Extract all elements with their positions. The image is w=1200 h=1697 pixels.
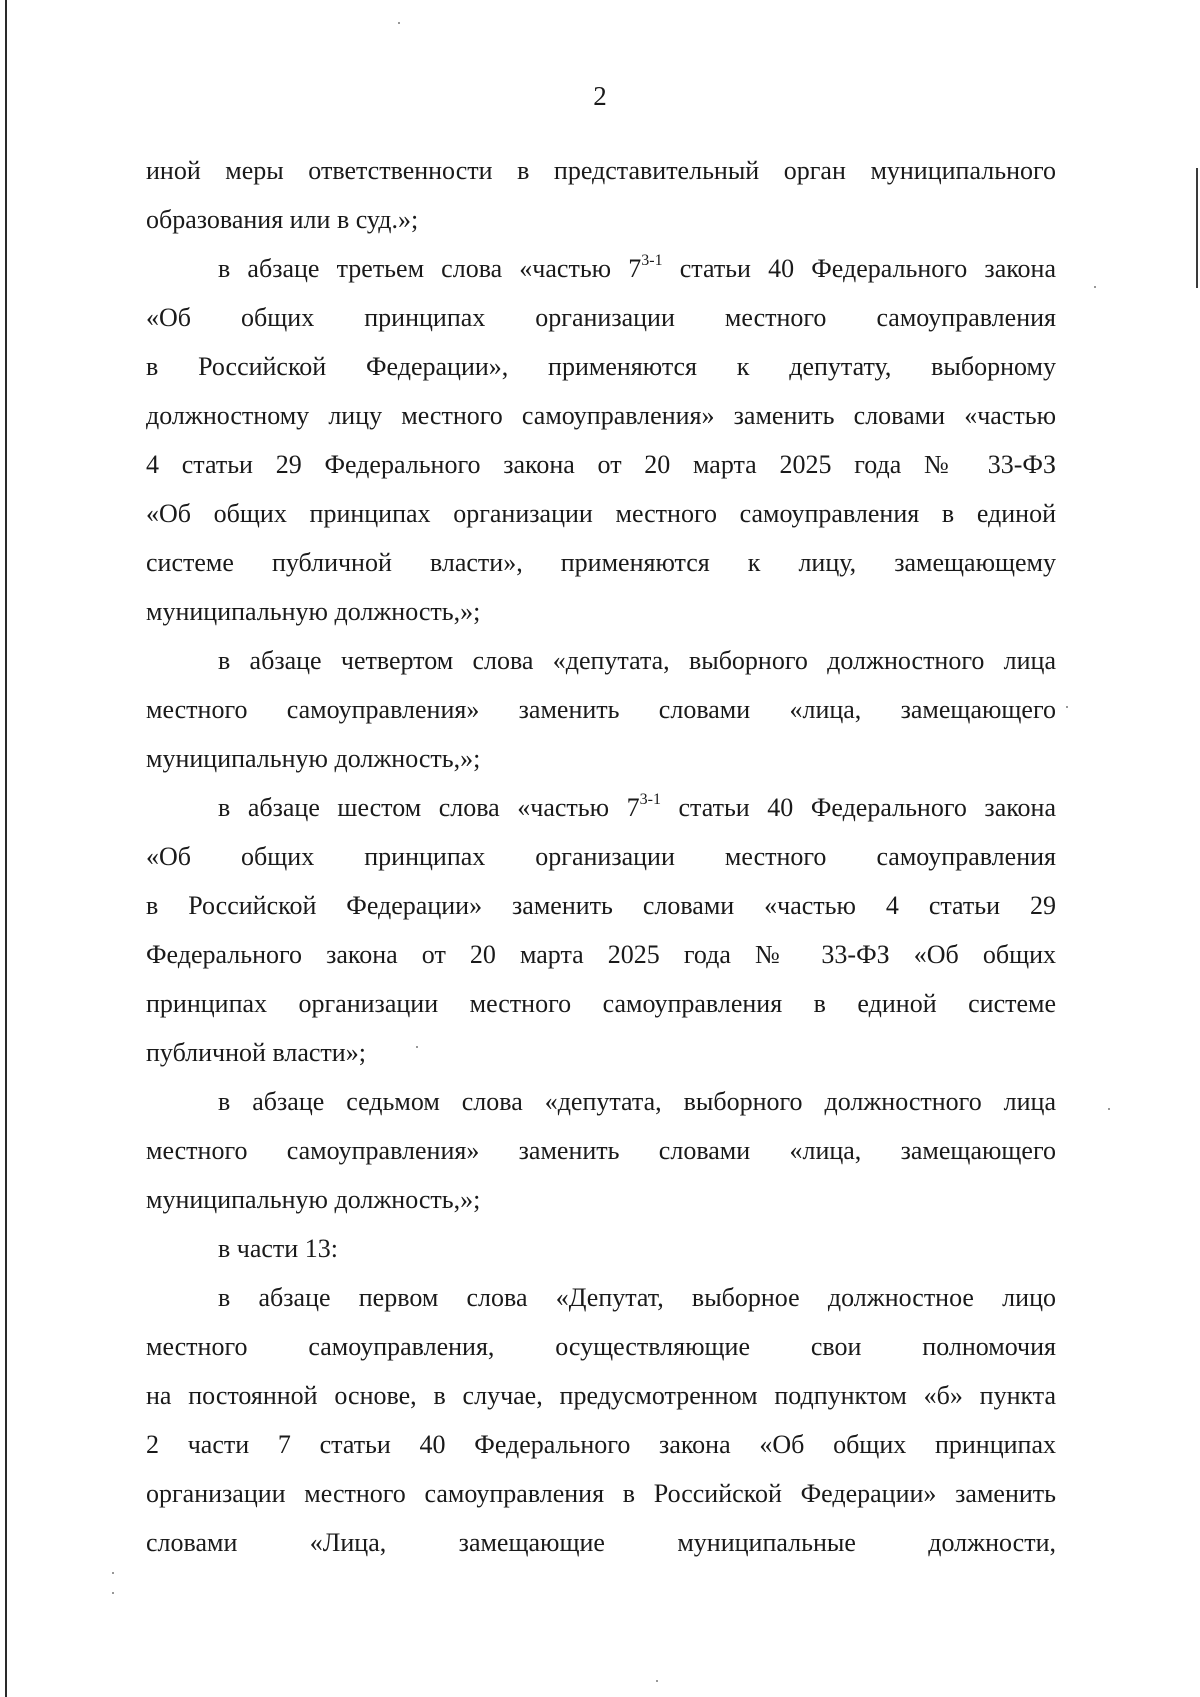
text-fragment: в абзаце шестом слова «частью 7 <box>218 793 640 822</box>
text-line: системе публичной власти», применяются к лицу, замещающему <box>146 548 1056 577</box>
superscript: 3-1 <box>641 252 663 269</box>
text-line <box>146 783 1056 832</box>
text-line: «Об общих принципах организации местного самоуправления <box>146 842 1056 871</box>
text-line: 2 части 7 статьи 40 Федерального закона «Об общих принципах <box>146 1430 1056 1459</box>
text-line: муниципальную должность,»; <box>146 597 481 626</box>
text-line: местного самоуправления» заменить словами «лица, замещающего <box>146 695 1056 724</box>
text-line: в Российской Федерации», применяются к депутату, выборному <box>146 352 1056 381</box>
scan-right-edge-mark <box>1196 168 1198 288</box>
text-line: в части 13: <box>218 1234 338 1263</box>
text-line: образования или в суд.»; <box>146 205 419 234</box>
scan-left-edge <box>5 0 7 1697</box>
text-line: публичной власти»; <box>146 1038 366 1067</box>
scan-speck <box>1094 286 1096 288</box>
text-line: местного самоуправления, осуществляющие свои полномочия <box>146 1332 1056 1361</box>
scan-speck <box>656 1680 658 1682</box>
text-line: Федерального закона от 20 марта 2025 года № 33-ФЗ «Об общих <box>146 940 1056 969</box>
text-fragment: статьи 40 Федерального закона <box>660 793 1056 822</box>
text-fragment: в абзаце третьем слова «частью 7 <box>218 254 642 283</box>
text-line: муниципальную должность,»; <box>146 744 481 773</box>
text-line: должностному лицу местного самоуправления» заменить словами «частью <box>146 401 1056 430</box>
text-line: в абзаце первом слова «Депутат, выборное должностное лицо <box>218 1283 1056 1312</box>
page-number: 2 <box>593 81 607 111</box>
scan-speck <box>112 1592 114 1594</box>
text-line: на постоянной основе, в случае, предусмотренном подпунктом «б» пункта <box>146 1381 1056 1410</box>
text-fragment: статьи 40 Федерального закона <box>662 254 1057 283</box>
scan-speck <box>1066 706 1068 708</box>
text-line: словами «Лица, замещающие муниципальные должности, <box>146 1528 1056 1557</box>
text-line: «Об общих принципах организации местного самоуправления <box>146 303 1056 332</box>
text-line: «Об общих принципах организации местного самоуправления в единой <box>146 499 1056 528</box>
text-line: в Российской Федерации» заменить словами «частью 4 статьи 29 <box>146 891 1056 920</box>
text-line: в абзаце четвертом слова «депутата, выборного должностного лица <box>218 646 1056 675</box>
text-line: организации местного самоуправления в Российской Федерации» заменить <box>146 1479 1056 1508</box>
text-line: муниципальную должность,»; <box>146 1185 481 1214</box>
scan-speck <box>398 22 400 24</box>
text-line: иной меры ответственности в представительный орган муниципального <box>146 156 1056 185</box>
text-line: местного самоуправления» заменить словами «лица, замещающего <box>146 1136 1056 1165</box>
text-line: в абзаце седьмом слова «депутата, выборного должностного лица <box>218 1087 1056 1116</box>
text-line <box>146 244 1056 293</box>
scan-speck <box>112 1572 114 1574</box>
document-body <box>146 146 1056 1567</box>
text-line: принципах организации местного самоуправления в единой системе <box>146 989 1056 1018</box>
text-line: 4 статьи 29 Федерального закона от 20 марта 2025 года № 33-ФЗ <box>146 450 1056 479</box>
scan-speck <box>1108 1108 1110 1110</box>
superscript: 3-1 <box>639 791 661 808</box>
